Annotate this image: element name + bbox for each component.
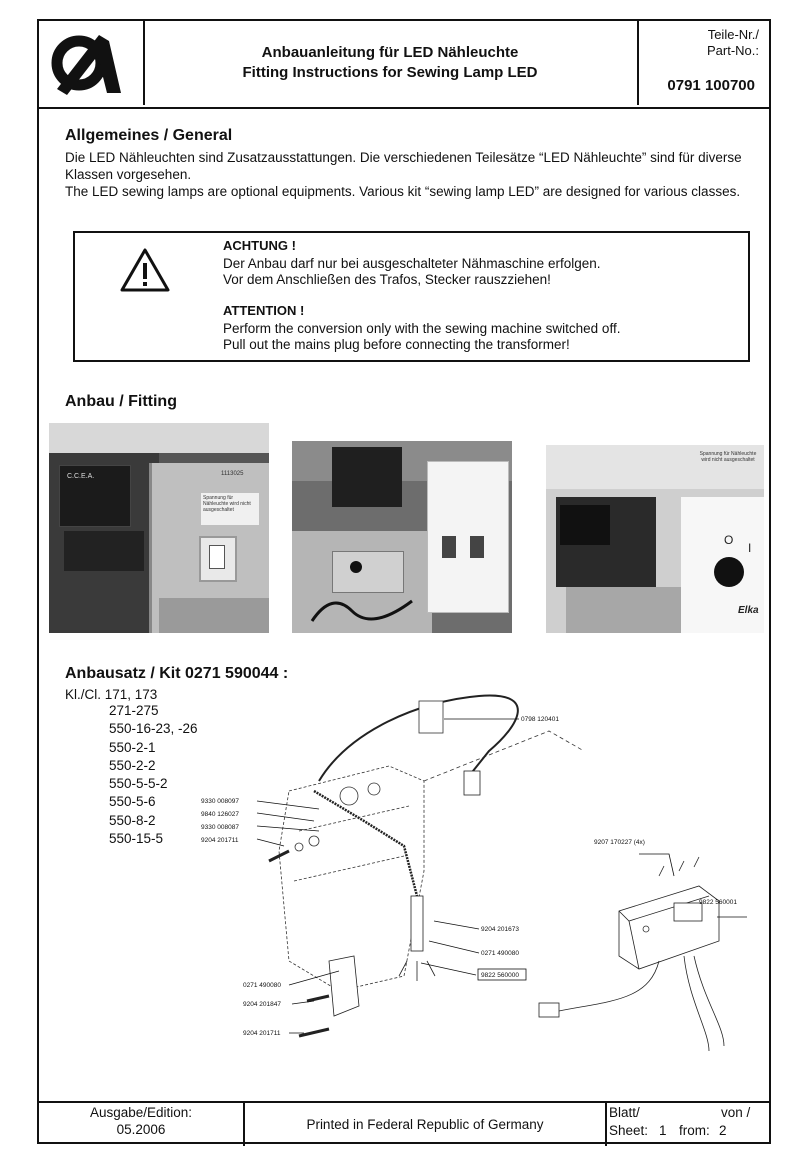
diagram-label: 9204 201711: [201, 837, 239, 844]
warning-line1-de: Der Anbau darf nur bei ausgeschalteter Nähmaschine erfolgen.: [223, 256, 601, 271]
diagram-label: 9330 008087: [201, 824, 239, 831]
warning-heading-en: ATTENTION !: [223, 303, 305, 318]
sheet-total: 2: [719, 1123, 727, 1138]
diagram-label: 9822 560000: [481, 972, 519, 979]
photo3-brand: Elka: [738, 605, 759, 616]
exploded-diagram: [189, 671, 764, 1076]
part-number-cell: [639, 21, 769, 105]
diagram-label: 0271 490080: [481, 950, 519, 957]
brand-logo-icon: [39, 21, 143, 105]
general-text-en: The LED sewing lamps are optional equipments. Various kit “sewing lamp LED” are designed for various classes.: [65, 184, 741, 199]
diagram-label: 9840 126027: [201, 811, 239, 818]
diagram-label: 9207 170227 (4x): [594, 839, 645, 846]
kit-model-list: [109, 702, 198, 848]
general-heading: Allgemeines / General: [65, 127, 233, 144]
kit-classes: Kl./Cl. 171, 173: [65, 687, 158, 702]
part-label-en: Part-No.:: [706, 43, 759, 58]
warning-line2-de: Vor dem Anschließen des Trafos, Stecker rauszziehen!: [223, 272, 551, 287]
model-item: 550-2-2: [109, 757, 156, 773]
photo1-code: 1113025: [221, 471, 244, 477]
header: [39, 21, 769, 109]
footer: [39, 1101, 769, 1146]
document-title: [143, 21, 639, 105]
diagram-label: 9204 201711: [243, 1030, 281, 1037]
diagram-label: 9330 008097: [201, 798, 239, 805]
warning-heading-de: ACHTUNG !: [223, 238, 296, 253]
general-text-de: Die LED Nähleuchten sind Zusatzausstattungen. Die verschiedenen Teilesätze “LED Nähleuchte” sind für diverse Klassen vorgesehen.: [65, 150, 742, 182]
fitting-heading: Anbau / Fitting: [65, 393, 177, 410]
edition-value: 05.2006: [116, 1122, 166, 1137]
model-item: 550-5-6: [109, 794, 156, 810]
photo-transformer-box: [292, 441, 512, 633]
model-item: 550-15-5: [109, 831, 164, 847]
photo-mains-switch: [546, 445, 764, 633]
footer-edition: [39, 1103, 245, 1146]
sheet-label-en: Sheet:: [609, 1123, 649, 1138]
photo1-sticker: Spannung für Nähleuchte wird nicht ausgeschaltet: [201, 493, 259, 525]
warning-line1-en: Perform the conversion only with the sewing machine switched off.: [223, 321, 621, 336]
model-item: 550-8-2: [109, 812, 156, 828]
diagram-label: 9204 201847: [243, 1001, 281, 1008]
diagram-label: 9204 201673: [481, 926, 519, 933]
model-item: 550-5-5-2: [109, 776, 168, 792]
von-label: von /: [721, 1105, 751, 1120]
sheet-label-de: Blatt/: [609, 1105, 640, 1120]
photo1-brand: C.C.E.A.: [67, 473, 95, 480]
photo-transformer-mounted: [49, 423, 269, 633]
from-label: from:: [679, 1123, 710, 1138]
part-label-de: Teile-Nr./: [707, 27, 759, 42]
sheet-number: 1: [659, 1123, 667, 1138]
kit-heading: Anbausatz / Kit 0271 590044 :: [65, 665, 289, 682]
photo3-switch-off: O: [724, 533, 734, 547]
warning-box: [73, 231, 750, 362]
diagram-label: 0798 120401: [521, 716, 559, 723]
page-frame: [37, 19, 771, 1144]
part-number: 0791 100700: [667, 77, 755, 94]
photo2-cable: [292, 441, 512, 633]
photo3-sticker: Spannung für Nähleuchte wird nicht ausgeschaltet: [699, 451, 757, 463]
photo3-switch-on: I: [748, 541, 752, 555]
warning-triangle-icon: [119, 247, 171, 293]
diagram-label: 0271 490080: [243, 982, 281, 989]
model-item: 271-275: [109, 703, 159, 718]
warning-line2-en: Pull out the mains plug before connecting the transformer!: [223, 337, 570, 352]
title-en: Fitting Instructions for Sewing Lamp LED: [242, 64, 538, 81]
logo: [39, 21, 145, 105]
model-item: 550-2-1: [109, 739, 156, 755]
diagram-label: 9822 560001: [699, 899, 737, 906]
printed-note: Printed in Federal Republic of Germany: [245, 1103, 607, 1146]
model-item: 550-16-23, -26: [109, 721, 198, 737]
title-de: Anbauanleitung für LED Nähleuchte: [261, 44, 519, 61]
footer-sheet: [607, 1103, 769, 1146]
edition-label: Ausgabe/Edition:: [89, 1105, 193, 1120]
